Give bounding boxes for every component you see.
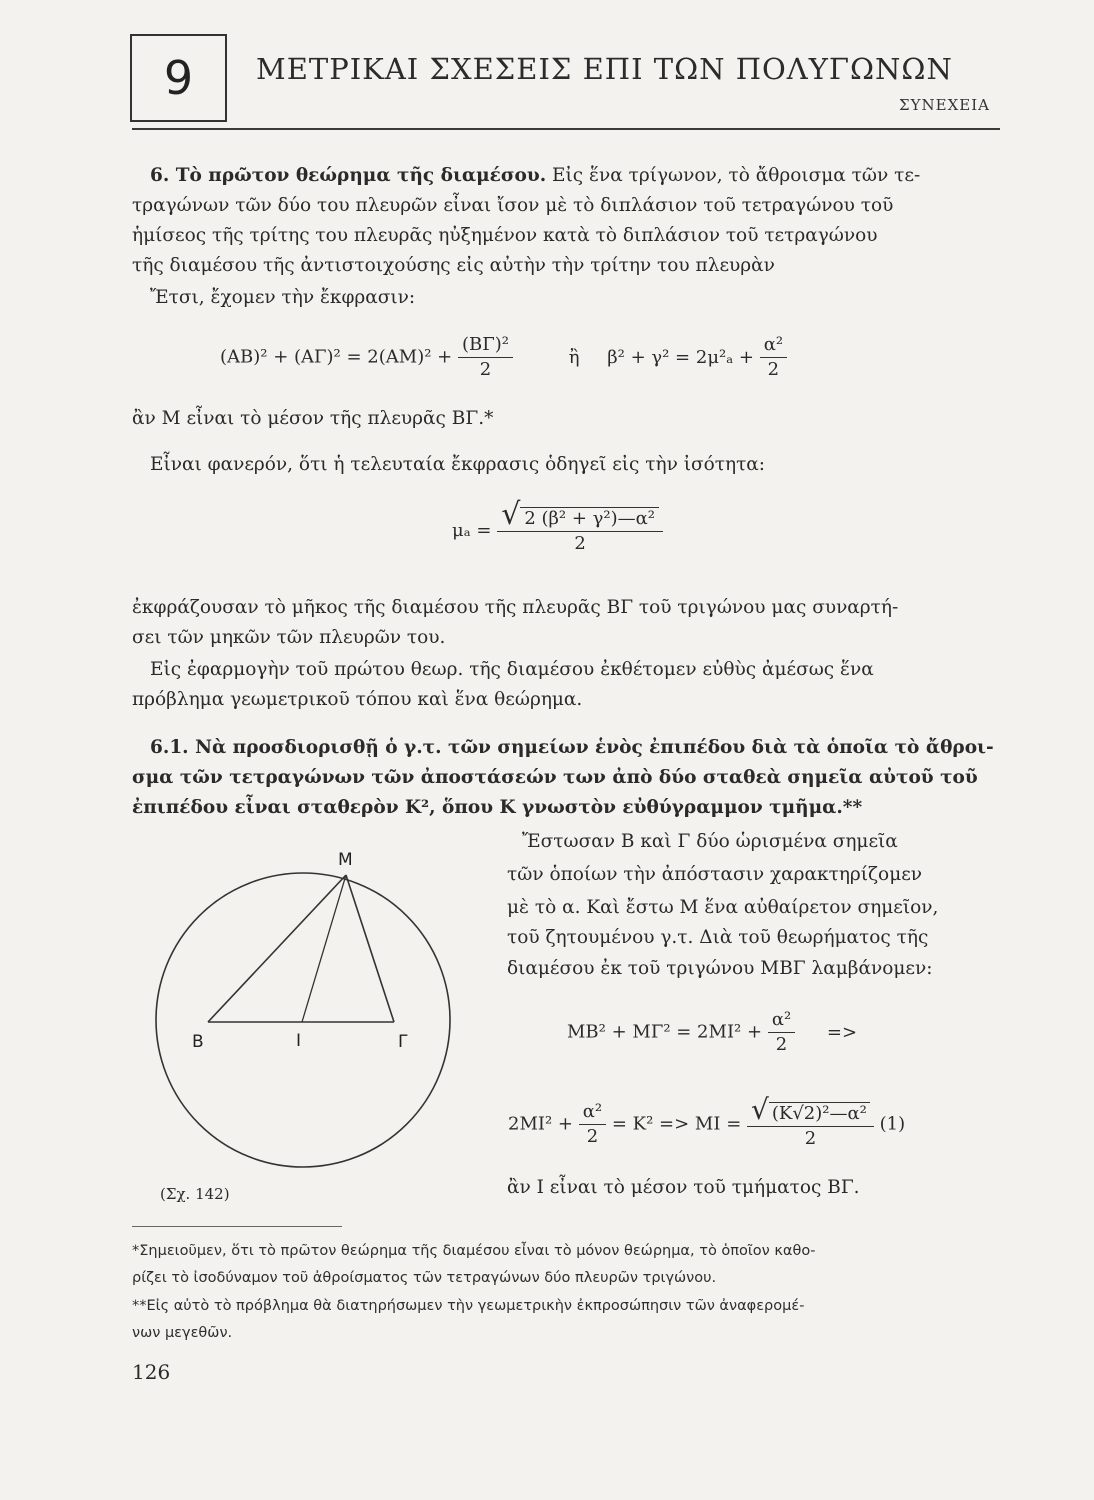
segment-MG	[346, 875, 394, 1022]
page-number: 126	[132, 1360, 171, 1384]
section6-line1: 6. Τὸ πρῶτον θεώρημα τῆς διαμέσου. Εἰς ἕνα τρίγωνον, τὸ ἄθροισμα τῶν τε-	[150, 165, 921, 186]
figure-caption: (Σχ. 142)	[160, 1185, 230, 1203]
footnote1-line2: ρίζει τὸ ἰσοδύναμον τοῦ ἀθροίσματος τῶν τετραγώνων δύο πλευρῶν τριγώνου.	[132, 1270, 717, 1286]
chapter-number-box	[130, 34, 227, 122]
equation-MB-MG: ΜΒ² + ΜΓ² = 2ΜΙ² + $\frac{\text{α²}}{2}$ =>	[567, 1009, 858, 1055]
section61-last: ἂν Ι εἶναι τὸ μέσον τοῦ τμήματος ΒΓ.	[507, 1177, 860, 1198]
footnote2-line1: **Εἰς αὐτὸ τὸ πρόβλημα θὰ διατηρήσωμεν τὴν γεωμετρικὴν ἐκπροσώπησιν τῶν ἀναφερομέ-	[132, 1298, 805, 1314]
section6-line7: Εἶναι φανερόν, ὅτι ἡ τελευταία ἔκφρασις ὁδηγεῖ εἰς τὴν ἰσότητα:	[150, 454, 766, 475]
eq1-fraction2: $\frac{\text{α²}}{2}$	[760, 333, 787, 382]
footnote2-line2: νων μεγεθῶν.	[132, 1325, 233, 1341]
section6-heading: 6. Τὸ πρῶτον θεώρημα τῆς διαμέσου.	[150, 165, 547, 186]
section61-r3: μὲ τὸ α. Καὶ ἔστω Μ ἕνα αὐθαίρετον σημεῖον,	[507, 897, 939, 918]
section61-r5: διαμέσου ἐκ τοῦ τριγώνου ΜΒΓ λαμβάνομεν:	[507, 958, 933, 979]
equation-label: (1)	[879, 1113, 906, 1135]
chapter-title: ΜΕΤΡΙΚΑΙ ΣΧΕΣΕΙΣ ΕΠΙ ΤΩΝ ΠΟΛΥΓΩΝΩΝ	[256, 52, 953, 86]
label-B: Β	[192, 1032, 204, 1052]
section6-line11: πρόβλημα γεωμετρικοῦ τόπου καὶ ἕνα θεώρημα.	[132, 689, 583, 710]
segment-MB	[208, 875, 346, 1022]
section6-line8: ἐκφράζουσαν τὸ μῆκος τῆς διαμέσου τῆς πλευρᾶς ΒΓ τοῦ τριγώνου μας συναρτή-	[132, 597, 899, 618]
label-G: Γ	[398, 1032, 408, 1052]
chapter-number: 9	[163, 51, 194, 105]
section6-line9: σει τῶν μηκῶν τῶν πλευρῶν του.	[132, 627, 446, 648]
section61-r4: τοῦ ζητουμένου γ.τ. Διὰ τοῦ θεωρήματος τῆς	[507, 927, 929, 948]
section61-r2: τῶν ὁποίων τὴν ἀπόστασιν χαρακτηρίζομεν	[507, 864, 923, 885]
sqrt-sign-2: √	[751, 1093, 769, 1126]
footnote-rule	[132, 1226, 342, 1227]
sqrt-sign: √	[501, 497, 521, 532]
section6-line3: ἡμίσεος τῆς τρίτης του πλευρᾶς ηὐξημένον κατὰ τὸ διπλάσιον τοῦ τετραγώνου	[132, 225, 878, 246]
label-M: Μ	[338, 850, 353, 870]
equation-median-length: μₐ = $\frac{\text{√ 2 (β² + γ²)—α²}}{2}$	[452, 505, 663, 556]
section6-line2: τραγώνων τῶν δύο του πλευρῶν εἶναι ἴσον μὲ τὸ διπλάσιον τοῦ τετραγώνου τοῦ	[132, 195, 894, 216]
footnote1-line1: *Σημειοῦμεν, ὅτι τὸ πρῶτον θεώρημα τῆς διαμέσου εἶναι τὸ μόνον θεώρημα, τὸ ὁποῖον καθο-	[132, 1243, 816, 1259]
section61-heading-line1: 6.1. Νὰ προσδιορισθῇ ὁ γ.τ. τῶν σημείων ἑνὸς ἐπιπέδου διὰ τὰ ὁποῖα τὸ ἄθροι-	[150, 737, 994, 758]
header-rule	[132, 128, 1000, 130]
section61-r1: Ἔστωσαν Β καὶ Γ δύο ὡρισμένα σημεῖα	[522, 831, 898, 852]
equation-MI: 2ΜΙ² + $\frac{\text{α²}}{2}$ = Κ² => ΜΙ = $\frac{\text{√ (Κ√2)²—α²}}{2}$ (1)	[508, 1093, 906, 1149]
chapter-continuation: ΣΥΝΕΧΕΙΑ	[899, 96, 990, 114]
figure-142	[140, 840, 470, 1180]
section61-heading-line2: σμα τῶν τετραγώνων τῶν ἀποστάσεών των ἀπὸ δύο σταθεὰ σημεῖα αὐτοῦ τοῦ	[132, 767, 978, 788]
eq1-fraction: $\frac{\text{(ΒΓ)²}}{2}$	[458, 333, 513, 382]
section61-heading-line3: ἐπιπέδου εἶναι σταθερὸν Κ², ὅπου Κ γνωστὸν εὐθύγραμμον τμῆμα.**	[132, 797, 863, 818]
section6-line6: ἂν Μ εἶναι τὸ μέσον τῆς πλευρᾶς ΒΓ.*	[132, 408, 494, 429]
section6-line4: τῆς διαμέσου τῆς ἀντιστοιχούσης εἰς αὐτὴν τὴν τρίτην του πλευρὰν	[132, 255, 775, 276]
equation-median-theorem: (ΑΒ)² + (ΑΓ)² = 2(ΑΜ)² + $\frac{\text{(ΒΓ)²}}{2}$ ἢ β² + γ² = 2μ²ₐ + $\frac{\text{α²}}{2}$	[220, 333, 787, 382]
section6-line5: Ἔτσι, ἔχομεν τὴν ἔκφρασιν:	[150, 287, 416, 308]
label-I: Ι	[296, 1031, 302, 1051]
median-MI	[302, 875, 346, 1022]
section6-line10: Εἰς ἐφαρμογὴν τοῦ πρώτου θεωρ. τῆς διαμέσου ἐκθέτομεν εὐθὺς ἀμέσως ἕνα	[150, 659, 874, 680]
